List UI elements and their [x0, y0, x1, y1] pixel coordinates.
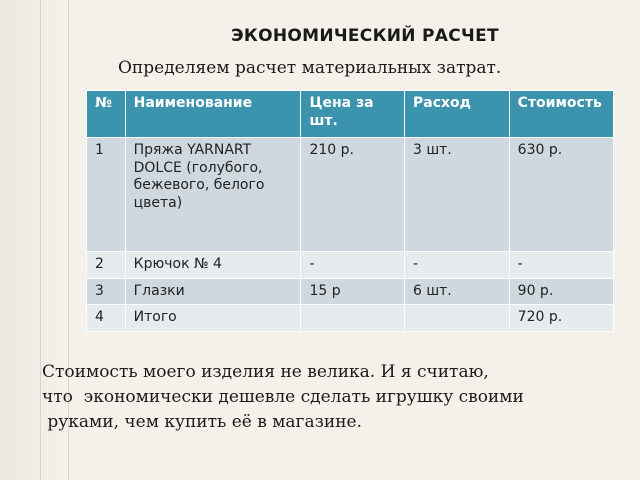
cell-name: Глазки — [125, 278, 301, 305]
cell-name: Крючок № 4 — [125, 252, 301, 279]
header-name: Наименование — [125, 91, 301, 138]
header-price: Цена за шт. — [301, 91, 405, 138]
header-usage: Расход — [404, 91, 509, 138]
cell-cost: 720 р. — [509, 305, 613, 332]
margin-line — [40, 0, 41, 480]
cell-usage: 6 шт. — [404, 278, 509, 305]
cell-number: 1 — [87, 138, 126, 252]
cell-usage: 3 шт. — [404, 138, 509, 252]
cell-price: 15 р — [301, 278, 405, 305]
header-number: № — [87, 91, 126, 138]
cell-price: 210 р. — [301, 138, 405, 252]
cell-usage — [404, 305, 509, 332]
cell-cost: 90 р. — [509, 278, 613, 305]
page-title: ЭКОНОМИЧЕСКИЙ РАСЧЕТ — [231, 26, 499, 46]
table-row — [87, 252, 614, 279]
table-row — [87, 278, 614, 305]
header-cost: Стоимость — [509, 91, 613, 138]
table-row — [87, 138, 614, 252]
table-header-row — [87, 91, 614, 138]
cell-number: 2 — [87, 252, 126, 279]
cell-price: - — [301, 252, 405, 279]
cell-name: Итого — [125, 305, 301, 332]
cost-table — [86, 90, 614, 332]
conclusion-text — [42, 360, 640, 435]
cell-cost: 630 р. — [509, 138, 613, 252]
conclusion-line: что экономически дешевле сделать игрушку своими — [42, 387, 524, 407]
cell-number: 4 — [87, 305, 126, 332]
cell-name: Пряжа YARNART DOLCE (голубого, бежевого, белого цвета) — [125, 138, 301, 252]
cell-price — [301, 305, 405, 332]
conclusion-line: Стоимость моего изделия не велика. И я считаю, — [42, 362, 489, 382]
cell-usage: - — [404, 252, 509, 279]
table-row — [87, 305, 614, 332]
cell-number: 3 — [87, 278, 126, 305]
conclusion-line: руками, чем купить её в магазине. — [42, 412, 362, 432]
page-subtitle: Определяем расчет материальных затрат. — [118, 58, 502, 78]
cell-cost: - — [509, 252, 613, 279]
